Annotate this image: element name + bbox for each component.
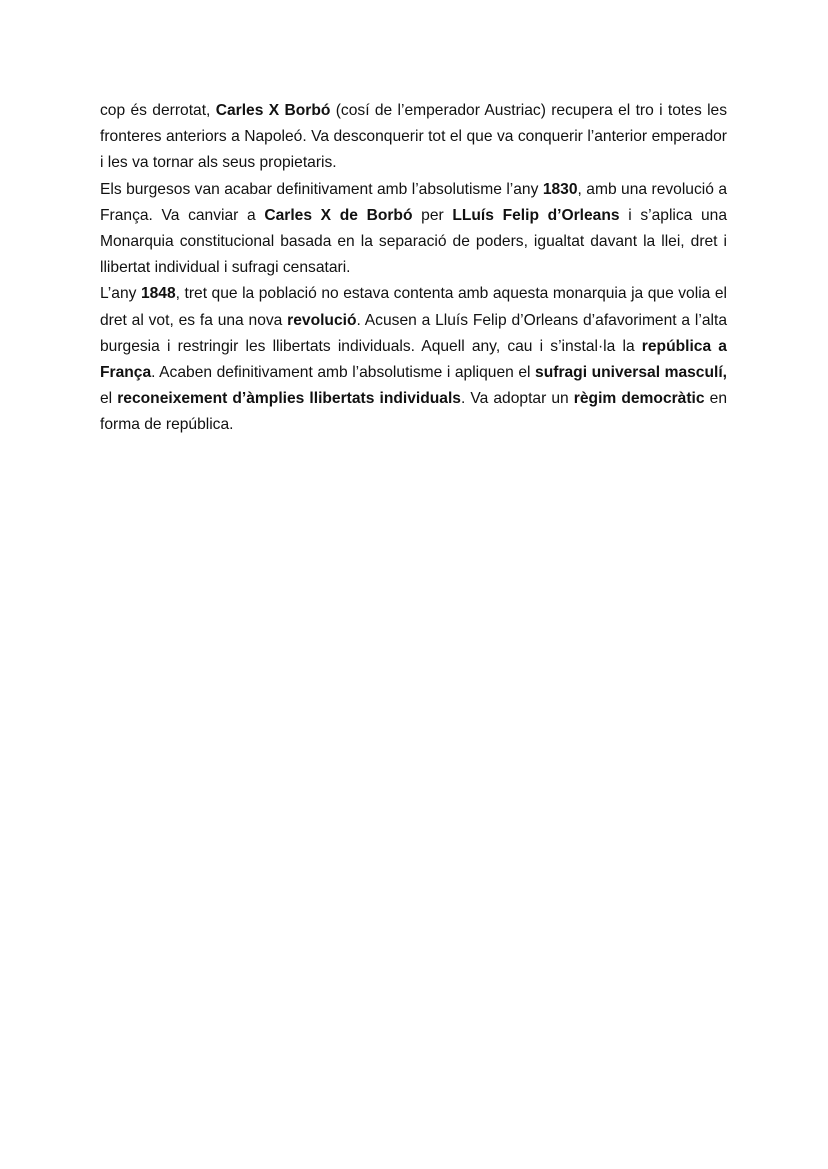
bold-text-run: república a França	[100, 337, 727, 382]
text-run: , tret que la població no estava contenta amb aquesta monarquia ja que volia el dret al vot, es fa una nova	[100, 285, 727, 329]
paragraph-1	[100, 98, 727, 177]
paragraph-3	[100, 281, 727, 438]
bold-text-run: revolució	[287, 311, 357, 329]
text-run: . Va adoptar un	[460, 390, 574, 408]
text-run: el	[100, 390, 118, 408]
bold-text-run: Carles X de Borbó	[264, 206, 413, 224]
text-run: . Acaben definitivament amb l’absolutisme i apliquen el	[151, 364, 536, 382]
text-run: L’any	[100, 285, 141, 303]
bold-text-run: reconeixement d’àmplies llibertats individuals	[117, 390, 461, 408]
body-text	[100, 98, 727, 439]
text-run: en forma de república.	[100, 390, 727, 434]
text-run: . Acusen a Lluís Felip d’Orleans d’afavoriment a l’alta burgesia i restringir les llibertats individuals. Aquell any, cau i s’instal·la la	[100, 311, 727, 355]
bold-text-run: Carles X Borbó	[215, 102, 331, 119]
text-run: per	[412, 206, 453, 224]
bold-text-run: sufragi universal masculí,	[535, 364, 727, 382]
text-run: cop és derrotat,	[100, 102, 216, 119]
bold-text-run: 1830	[542, 180, 578, 198]
text-run: (cosí de l’emperador Austriac) recupera el tro i totes les fronteres anteriors a Napoleó. Va desconquerir tot el que va conquerir l’anterior emperador i les va tornar als seus propietaris.	[100, 102, 728, 172]
bold-text-run: règim democràtic	[573, 390, 705, 408]
text-run: , amb una revolució a França. Va canviar a	[100, 180, 728, 224]
paragraph-2	[100, 177, 727, 282]
text-run: Els burgesos van acabar definitivament amb l’absolutisme l’any	[100, 180, 543, 198]
bold-text-run: LLuís Felip d’Orleans	[452, 206, 620, 224]
text-run: i s’aplica una Monarquia constitucional basada en la separació de poders, igualtat davant la llei, dret i llibertat individual i sufragi censatari.	[100, 206, 728, 277]
bold-text-run: 1848	[140, 285, 176, 303]
